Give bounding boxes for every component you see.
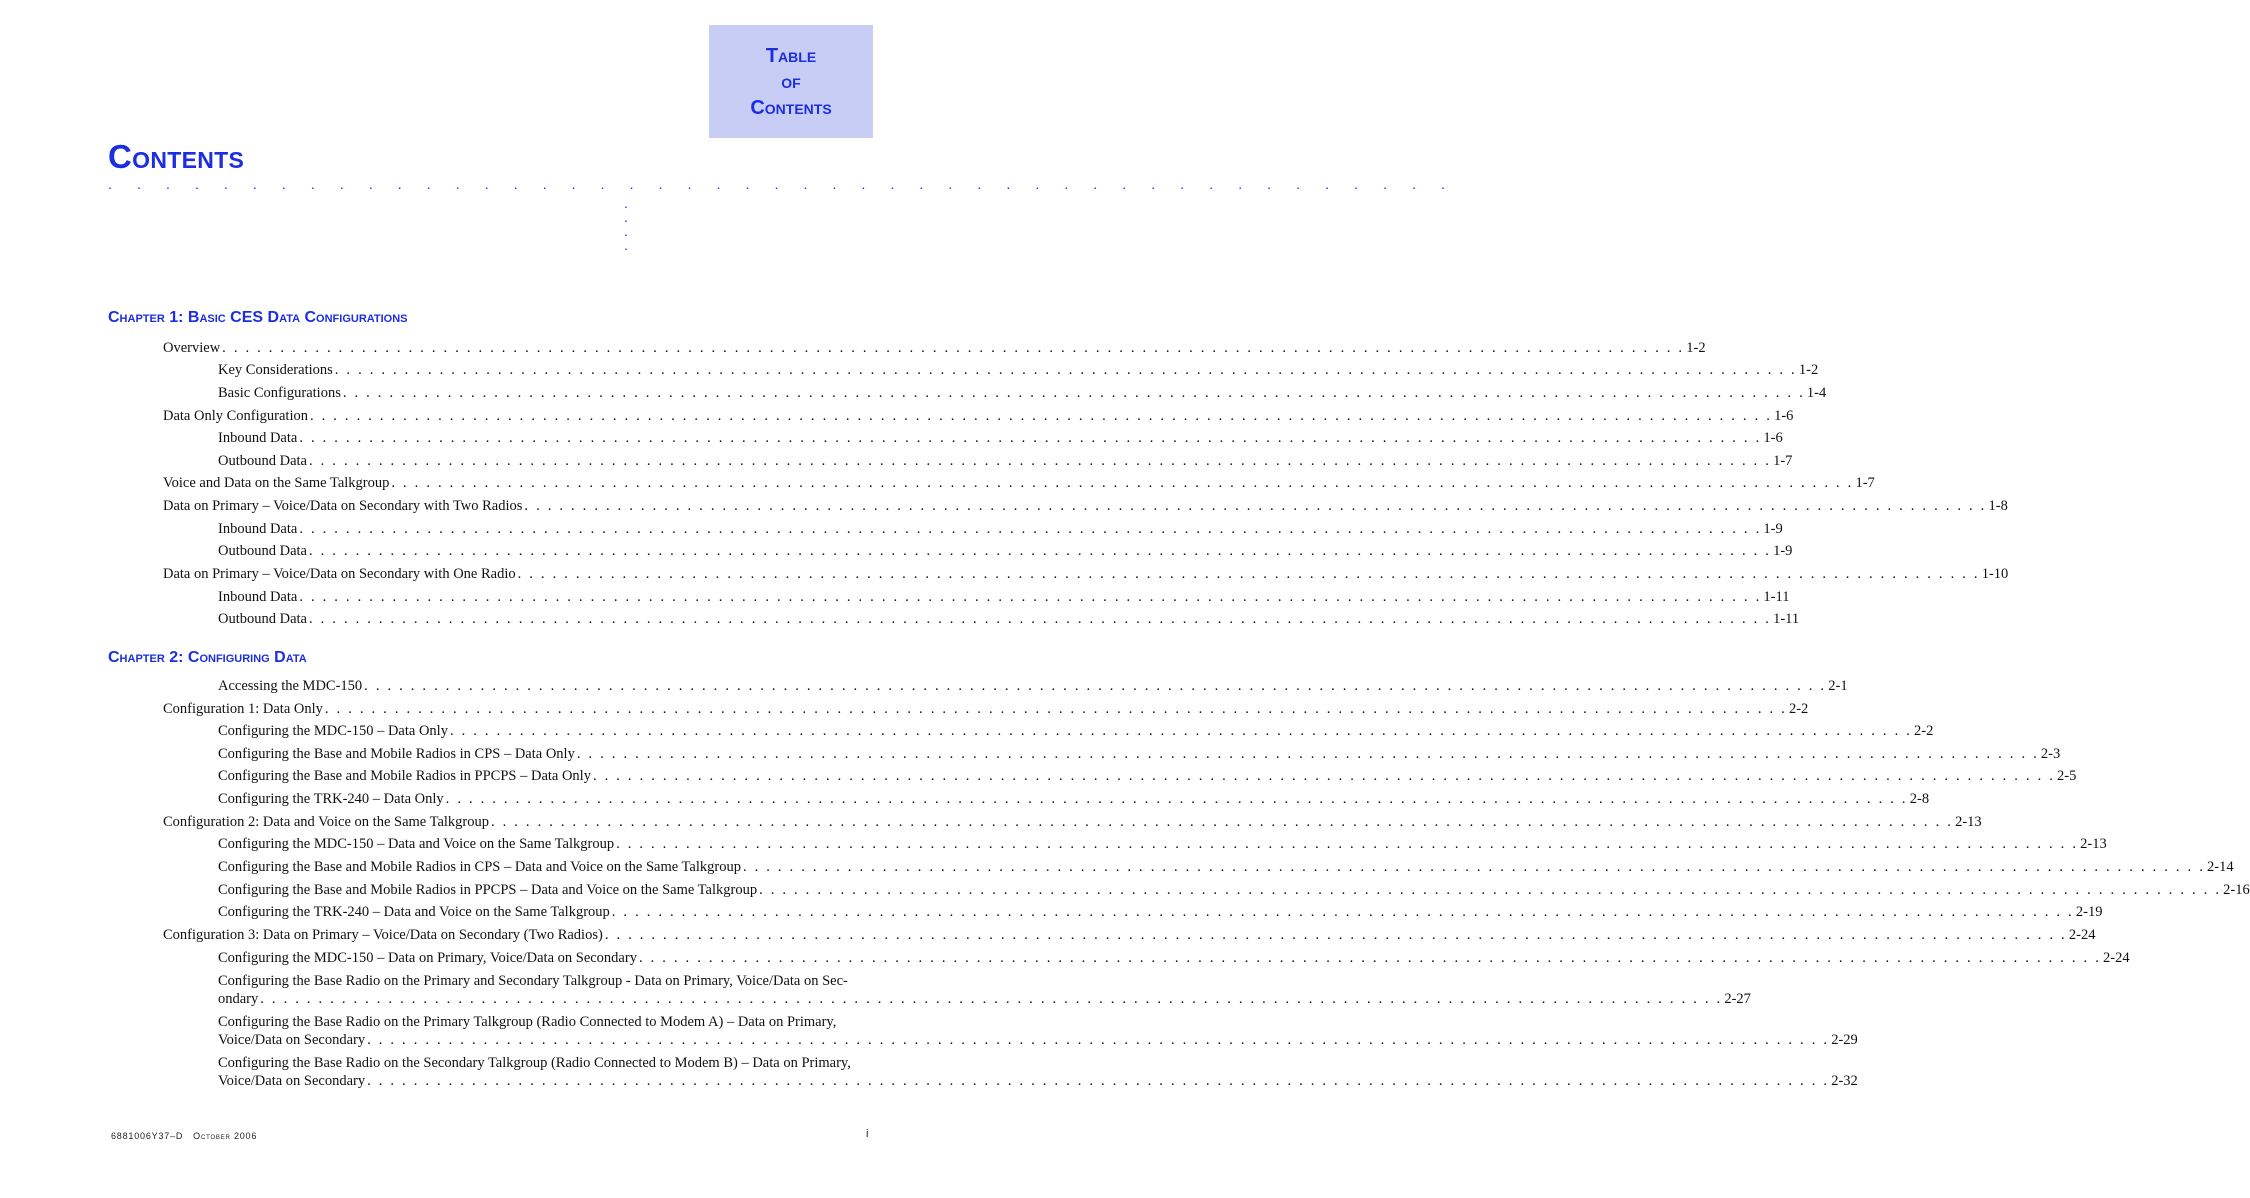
toc-entry[interactable] bbox=[218, 858, 2234, 876]
toc-entry[interactable] bbox=[218, 722, 1934, 740]
dot-leader bbox=[391, 474, 1853, 492]
dot-leader bbox=[616, 835, 2078, 853]
toc-entry-title: Data on Primary – Voice/Data on Secondary with Two Radios bbox=[163, 498, 523, 514]
toc-entry-title: Configuring the Base and Mobile Radios in PPCPS – Data and Voice on the Same Talkgroup bbox=[218, 882, 758, 898]
toc-entry-title: Configuration 1: Data Only bbox=[163, 701, 323, 717]
toc-entry-title: Configuring the MDC-150 – Data and Voice on the Same Talkgroup bbox=[218, 836, 615, 852]
toc-entry[interactable] bbox=[163, 565, 2009, 583]
toc-entry-page: 2-3 bbox=[2040, 746, 2061, 762]
toc-entry-page: 2-2 bbox=[1788, 701, 1809, 717]
toc-entry-title-line: Configuring the Base Radio on the Primary and Secondary Talkgroup - Data on Primary, Voice/Data on Sec- bbox=[218, 973, 848, 989]
toc-entry-title: Configuring the Base and Mobile Radios in CPS – Data Only bbox=[218, 746, 575, 762]
toc-entry[interactable] bbox=[218, 790, 1930, 808]
toc-entry[interactable] bbox=[218, 835, 2107, 853]
toc-entry-title: Overview bbox=[163, 340, 221, 356]
toc-entry-title: Accessing the MDC-150 bbox=[218, 678, 363, 694]
toc-entry-page: 2-27 bbox=[1724, 991, 1751, 1007]
toc-entry[interactable] bbox=[163, 474, 1875, 492]
toc-entry-title: ondary bbox=[218, 991, 259, 1007]
toc-entry[interactable] bbox=[218, 881, 2250, 899]
toc-entry-page: 1-11 bbox=[1773, 611, 1800, 627]
toc-entry-title: Voice/Data on Secondary bbox=[218, 1032, 366, 1048]
toc-entry-title: Configuring the MDC-150 – Data on Primary, Voice/Data on Secondary bbox=[218, 950, 637, 966]
toc-entry[interactable] bbox=[218, 903, 2103, 921]
toc-entry-page: 2-24 bbox=[2068, 927, 2096, 943]
dot-leader bbox=[446, 790, 1908, 808]
footer-doc-number: 6881006Y37–D bbox=[111, 1131, 184, 1141]
toc-entry[interactable] bbox=[163, 339, 1706, 357]
toc-entry-page: 1-6 bbox=[1763, 430, 1783, 446]
dot-leader bbox=[309, 452, 1771, 470]
toc-entry-title: Basic Configurations bbox=[218, 385, 341, 401]
toc-entry-title: Voice and Data on the Same Talkgroup bbox=[163, 475, 390, 491]
title-dot-rule-vertical: . bbox=[624, 223, 628, 239]
toc-entry-title: Configuring the MDC-150 – Data Only bbox=[218, 723, 448, 739]
tab-line-3: Contents bbox=[750, 96, 832, 119]
dot-leader bbox=[364, 677, 1826, 695]
dot-leader bbox=[577, 745, 2039, 763]
toc-entry-page: 1-11 bbox=[1763, 589, 1790, 605]
toc-entry-title: Configuration 3: Data on Primary – Voice/Data on Secondary (Two Radios) bbox=[163, 927, 603, 943]
toc-entry-page: 2-1 bbox=[1828, 678, 1848, 694]
dot-leader bbox=[639, 949, 2101, 967]
tab-line-1: Table bbox=[765, 44, 817, 67]
toc-entry[interactable] bbox=[218, 429, 1783, 447]
toc-entry[interactable] bbox=[218, 949, 2130, 967]
dot-leader bbox=[612, 903, 2074, 921]
toc-entry-title: Inbound Data bbox=[218, 589, 298, 605]
toc-entry-title: Outbound Data bbox=[218, 543, 307, 559]
toc-entry-page: 2-2 bbox=[1914, 723, 1934, 739]
toc-entry[interactable] bbox=[218, 588, 1790, 606]
toc-entry-title: Configuring the TRK-240 – Data Only bbox=[218, 791, 444, 807]
dot-leader bbox=[743, 858, 2205, 876]
toc-entry-page: 2-24 bbox=[2103, 950, 2130, 966]
footer-document-info bbox=[111, 1131, 257, 1141]
toc-entry-page: 1-10 bbox=[1981, 566, 2009, 582]
toc-entry-page: 1-9 bbox=[1773, 543, 1793, 559]
toc-entry-page: 1-7 bbox=[1855, 475, 1875, 491]
toc-entry-title: Configuring the Base and Mobile Radios in PPCPS – Data Only bbox=[218, 768, 591, 784]
toc-entry[interactable] bbox=[218, 520, 1783, 538]
dot-leader bbox=[343, 384, 1805, 402]
toc-entry[interactable] bbox=[218, 972, 1751, 1008]
toc-entry-title: Inbound Data bbox=[218, 430, 298, 446]
tab-line-2: of bbox=[781, 70, 801, 93]
toc-entry-title-line: Configuring the Base Radio on the Secondary Talkgroup (Radio Connected to Modem B) – Data on Primary, bbox=[218, 1055, 851, 1071]
dot-leader bbox=[491, 813, 1953, 831]
toc-entry-page: 2-19 bbox=[2075, 904, 2103, 920]
title-dot-rule: . . . . . . . . . . . . . . . . . . . . . . . . . . . . . . . . . . . . . . . . . . . . . . . bbox=[108, 176, 1456, 192]
toc-entry-title: Configuring the Base and Mobile Radios in CPS – Data and Voice on the Same Talkgroup bbox=[218, 859, 741, 875]
toc-entry-page: 1-8 bbox=[1988, 498, 2008, 514]
dot-leader bbox=[605, 926, 2067, 944]
toc-entry-page: 2-29 bbox=[1831, 1032, 1858, 1048]
dot-leader bbox=[299, 588, 1761, 606]
toc-entry-title-line: Configuring the Base Radio on the Primary Talkgroup (Radio Connected to Modem A) – Data on Primary, bbox=[218, 1014, 837, 1030]
toc-entry-page: 1-7 bbox=[1773, 453, 1793, 469]
toc-entry-title: Inbound Data bbox=[218, 521, 298, 537]
toc-entry[interactable] bbox=[218, 542, 1793, 560]
title-dot-rule-vertical: . bbox=[624, 195, 628, 211]
toc-entry-page: 1-2 bbox=[1798, 362, 1819, 378]
dot-leader bbox=[310, 407, 1772, 425]
toc-entry-page: 2-16 bbox=[2223, 882, 2250, 898]
toc-entry[interactable] bbox=[163, 407, 1794, 425]
table-of-contents-tab bbox=[709, 25, 873, 138]
dot-leader bbox=[309, 542, 1771, 560]
dot-leader bbox=[524, 497, 1986, 515]
toc-entry-title: Configuring the TRK-240 – Data and Voice on the Same Talkgroup bbox=[218, 904, 610, 920]
chapter-2-heading: Chapter 2: Configuring Data bbox=[108, 649, 307, 666]
toc-entry[interactable] bbox=[218, 452, 1793, 470]
toc-entry-title: Voice/Data on Secondary bbox=[218, 1073, 366, 1089]
toc-entry[interactable] bbox=[218, 610, 1800, 628]
chapter-1-heading: Chapter 1: Basic CES Data Configurations bbox=[108, 309, 408, 326]
toc-entry-page: 2-5 bbox=[2057, 768, 2077, 784]
title-dot-rule-vertical: . bbox=[624, 237, 628, 253]
toc-entry-page: 1-4 bbox=[1806, 385, 1827, 401]
toc-entry[interactable] bbox=[163, 813, 1982, 831]
toc-entry[interactable] bbox=[163, 700, 1809, 718]
toc-entry-title: Outbound Data bbox=[218, 611, 307, 627]
page-title: Contents bbox=[108, 138, 245, 175]
dot-leader bbox=[335, 361, 1797, 379]
toc-entry-page: 2-32 bbox=[1831, 1073, 1858, 1089]
dot-leader bbox=[450, 722, 1912, 740]
toc-entry-title: Outbound Data bbox=[218, 453, 307, 469]
toc-entry[interactable] bbox=[218, 1054, 1858, 1090]
toc-entry[interactable] bbox=[163, 926, 2096, 944]
toc-entry[interactable] bbox=[218, 767, 2077, 785]
toc-entry-title: Data Only Configuration bbox=[163, 408, 308, 424]
title-dot-rule-vertical: . bbox=[624, 209, 628, 225]
toc-entry-title: Data on Primary – Voice/Data on Secondary with One Radio bbox=[163, 566, 516, 582]
dot-leader bbox=[759, 881, 2221, 899]
dot-leader bbox=[518, 565, 1980, 583]
toc-entry[interactable] bbox=[218, 361, 1819, 379]
dot-leader bbox=[260, 990, 1722, 1008]
toc-entry[interactable] bbox=[218, 677, 1848, 695]
toc-entry-page: 2-13 bbox=[1955, 814, 1982, 830]
dot-leader bbox=[222, 339, 1684, 357]
toc-entry[interactable] bbox=[218, 745, 2061, 763]
dot-leader bbox=[309, 610, 1771, 628]
toc-entry[interactable] bbox=[163, 497, 2008, 515]
toc-entry[interactable] bbox=[218, 1013, 1858, 1049]
dot-leader bbox=[299, 520, 1761, 538]
toc-entry-page: 2-14 bbox=[2207, 859, 2234, 875]
dot-leader bbox=[593, 767, 2055, 785]
dot-leader bbox=[367, 1031, 1829, 1049]
dot-leader bbox=[325, 700, 1787, 718]
toc-entry-title: Configuration 2: Data and Voice on the Same Talkgroup bbox=[163, 814, 489, 830]
footer-date: October 2006 bbox=[193, 1131, 258, 1141]
toc-entry-page: 1-9 bbox=[1763, 521, 1783, 537]
toc-entry[interactable] bbox=[218, 384, 1827, 402]
toc-entry-page: 1-2 bbox=[1686, 340, 1706, 356]
toc-entry-page: 2-13 bbox=[2080, 836, 2107, 852]
footer-page-number: i bbox=[866, 1128, 869, 1140]
toc-entry-page: 1-6 bbox=[1774, 408, 1794, 424]
dot-leader bbox=[299, 429, 1761, 447]
toc-entry-title: Key Considerations bbox=[218, 362, 333, 378]
toc-entry-page: 2-8 bbox=[1909, 791, 1930, 807]
dot-leader bbox=[367, 1072, 1829, 1090]
